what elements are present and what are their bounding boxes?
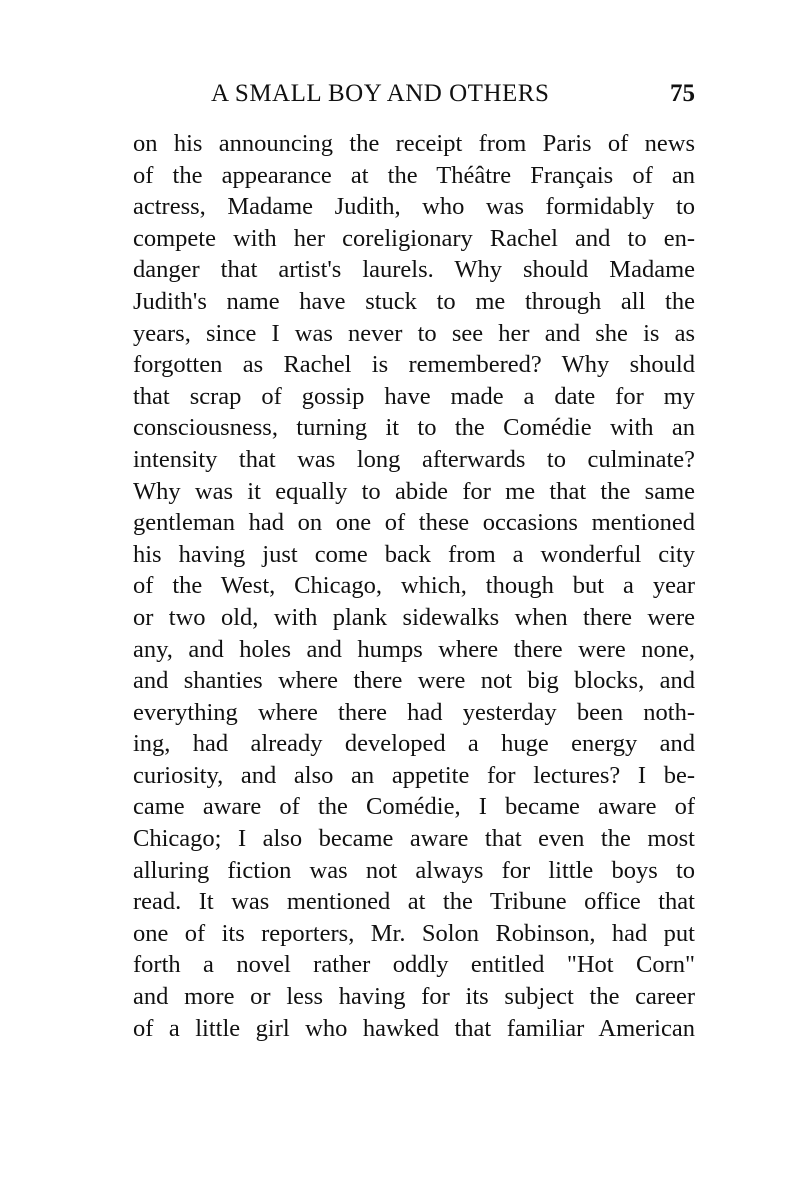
body-text <box>133 128 695 1044</box>
text-line: of the West, Chicago, which, though but a year <box>133 572 695 600</box>
text-line: ing, had already developed a huge energy and <box>133 730 695 758</box>
text-line: read. It was mentioned at the Tribune office that <box>133 888 695 916</box>
text-line: gentleman had on one of these occasions mentioned <box>133 509 695 537</box>
text-line: and shanties where there were not big blocks, and <box>133 667 695 695</box>
text-line: curiosity, and also an appetite for lectures? I be- <box>133 761 695 789</box>
text-line: Chicago; I also became aware that even the most <box>133 825 695 853</box>
text-line: one of its reporters, Mr. Solon Robinson, had put <box>133 919 695 947</box>
text-line: forth a novel rather oddly entitled "Hot Corn" <box>133 951 695 979</box>
text-line: or two old, with plank sidewalks when there were <box>133 603 695 631</box>
text-line: forgotten as Rachel is remembered? Why should <box>133 351 695 379</box>
text-line: danger that artist's laurels. Why should Madame <box>133 256 695 284</box>
text-line: and more or less having for its subject the career <box>133 983 695 1011</box>
text-line: his having just come back from a wonderful city <box>133 540 695 568</box>
text-line: years, since I was never to see her and she is as <box>133 319 695 347</box>
text-line: any, and holes and humps where there were none, <box>133 635 695 663</box>
text-line: compete with her coreligionary Rachel and to en- <box>133 224 695 252</box>
text-line: on his announcing the receipt from Paris of news <box>133 130 695 157</box>
text-line: consciousness, turning it to the Comédie with an <box>133 414 695 442</box>
text-line: actress, Madame Judith, who was formidably to <box>133 193 695 221</box>
running-head <box>133 80 695 114</box>
text-line: of a little girl who hawked that familiar American <box>133 1014 695 1042</box>
page-number: 75 <box>670 80 695 107</box>
text-line: Why was it equally to abide for me that the same <box>133 477 695 505</box>
text-line: of the appearance at the Théâtre Français of an <box>133 161 695 189</box>
text-line: that scrap of gossip have made a date for my <box>133 382 695 410</box>
text-line: intensity that was long afterwards to culminate? <box>133 445 695 473</box>
text-line: alluring fiction was not always for little boys to <box>133 856 695 884</box>
text-line: Judith's name have stuck to me through all the <box>133 287 695 315</box>
text-line: everything where there had yesterday been noth- <box>133 698 695 726</box>
running-title: A SMALL BOY AND OTHERS <box>211 80 550 107</box>
text-line: came aware of the Comédie, I became aware of <box>133 793 695 821</box>
